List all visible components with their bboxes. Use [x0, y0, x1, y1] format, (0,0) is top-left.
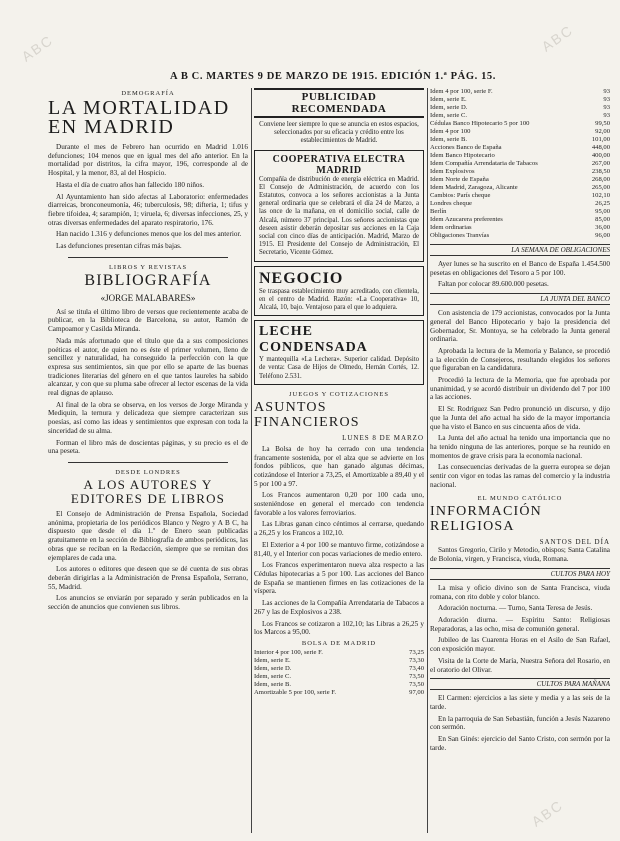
table-title: BOLSA DE MADRID: [301, 639, 377, 647]
bolsa-row: [254, 673, 424, 681]
article-paragraph: El Carmen: ejercicios a las siete y media y a las seis de la tarde.: [430, 694, 610, 711]
article-paragraph: Los Francos experimentaron nueva alza respecto a las Cédulas hipotecarias a 5 por 100. Las acciones del Banco de España se mantienen firmes en las cotizaciones de la víspera.: [254, 561, 424, 596]
bolsa-row: [254, 665, 424, 673]
quote-value: 73,30: [409, 656, 424, 664]
article-paragraph: Procedió la lectura de la Memoria, que fue aprobada por unanimidad, y se acordó distribuir un dividendo del 7 por 100 a las acciones.: [430, 376, 610, 402]
section-label: DEMOGRAFÍA: [121, 90, 175, 97]
article-paragraph: Han nacido 1.316 y defunciones menos que los del mes anterior.: [56, 230, 242, 239]
quote-value: 238,50: [591, 168, 610, 175]
section-label: JUEGOS Y COTIZACIONES: [289, 390, 389, 398]
quote-label: Idem Banco Hipotecario: [430, 152, 495, 159]
article-subtitle: «JORGE MALABARES»: [100, 292, 196, 303]
article-title: BIBLIOGRAFÍA: [84, 271, 212, 289]
column-3: [430, 88, 610, 755]
quote-label: Cédulas Banco Hipotecario 5 por 100: [430, 120, 530, 127]
bolsa-table: [254, 649, 424, 697]
section-label: CULTOS PARA MAÑANA: [430, 678, 610, 690]
article-paragraph: Con asistencia de 179 accionistas, convocados por la Junta general del Banco Hipotecario y bajo la presidencia del Gobernador, Sr. Montoya, se ha celebrado la Junta general ordinaria.: [430, 309, 610, 344]
article-paragraph: Adoración diurna. — Espíritu Santo: Religiosas Reparadoras, a las ocho, misa de comunión general.: [430, 615, 610, 633]
quote-value: 73,25: [409, 648, 424, 656]
article-paragraph: Ayer lunes se ha suscrito en el Banco de España 1.454.500 pesetas en obligaciones del Tesoro a 5 por 100.: [430, 260, 610, 277]
quotes-row: [430, 152, 610, 160]
quote-label: Cambios: París cheque: [430, 192, 491, 199]
column-divider: [251, 88, 252, 833]
quote-label: Idem Azucarera preferentes: [430, 216, 503, 223]
article-paragraph: El Sr. Rodríguez San Pedro pronunció un discurso, y dijo que la Junta del año actual ha sido de la mayor importancia que ha visto el Banco en sus cincuenta años de vida.: [430, 405, 610, 431]
quote-label: Idem ordinarias: [430, 224, 472, 231]
quote-value: 99,50: [595, 120, 610, 127]
quote-value: 93: [603, 104, 610, 111]
article-paragraph: Jubileo de las Cuarenta Horas en el Asilo de San Rafael, con exposición mayor.: [430, 636, 610, 654]
article-dateline: LUNES 8 DE MARZO: [342, 433, 424, 442]
advertisement: [254, 266, 424, 317]
ad-text: Y mantequilla «La Lechera». Superior calidad. Depósito de venta: Casa de Hijos de Olmedo, Hernán Cortés, 12. Teléfono 2.531.: [259, 356, 419, 380]
quote-label: Idem, serie E.: [430, 96, 467, 103]
quotes-row: [430, 176, 610, 184]
article-paragraph: Las Libras ganan cinco céntimos al cerrarse, quedando a 26,25 y los Francos a 102,10.: [254, 520, 424, 538]
article-paragraph: Los Francos aumentaron 0,20 por 100 cada uno, sosteniéndose en general el mercado con tendencia favorable a los valores ferroviarios.: [254, 491, 424, 517]
article-title: ASUNTOS FINANCIEROS: [254, 399, 360, 430]
quote-label: Obligaciones Tranvías: [430, 232, 490, 239]
quote-value: 101,00: [591, 136, 610, 143]
quote-value: 268,00: [591, 176, 610, 183]
quotes-row: [430, 96, 610, 104]
quotes-row: [430, 104, 610, 112]
section-label: LIBROS Y REVISTAS: [108, 263, 188, 271]
quote-value: 448,00: [591, 144, 610, 151]
quotes-row: [430, 192, 610, 200]
section-label: LA JUNTA DEL BANCO: [430, 293, 610, 305]
bolsa-row: [254, 657, 424, 665]
article-paragraph: En la parroquia de San Sebastián, función a Jesús Nazareno con sermón.: [430, 714, 610, 732]
article-subtitle: SANTOS DEL DÍA: [539, 538, 610, 547]
article-paragraph: En San Ginés: ejercicio del Santo Cristo, con sermón por la tarde.: [430, 735, 610, 752]
divider: [68, 257, 228, 258]
quotes-row: [430, 232, 610, 240]
ad-title: LECHE CONDENSADA: [259, 324, 368, 356]
quote-value: 85,00: [595, 216, 610, 223]
watermark: ABC: [18, 31, 57, 65]
article-paragraph: La misa y oficio divino son de Santa Francisca, viuda romana, con rito doble y color blanco.: [430, 583, 610, 601]
quotes-row: [430, 224, 610, 232]
article-paragraph: Hasta el día de cuatro años han fallecido 180 niños.: [56, 180, 205, 189]
quote-label: Idem 4 por 100: [430, 128, 471, 135]
quote-value: 95,00: [595, 208, 610, 215]
article-paragraph: Al Ayuntamiento han sido afectas al Laboratorio: enfermedades diarreicas, bronconeumonía, 46; tuberculosis, 98; difteria, 1; tifus y fiebre tifoidea, 4; sarampión, 1; viruela, 6; diversas infecciones, 25, y otras diversas enfermedades del aparato respiratorio, 176.: [48, 192, 248, 227]
quote-value: 102,10: [591, 192, 610, 199]
quote-value: 73,40: [409, 664, 424, 672]
quote-label: Idem, serie B.: [430, 136, 467, 143]
article-paragraph: La Bolsa de hoy ha cerrado con una tendencia francamente sostenida, por el alza que se advierte en los fondos públicos, que han ganado algunas décimas, cotizándose el Interior a 73,25, el Amortizable a 89,40 y el 5 por 100 a 97.: [254, 444, 424, 488]
article-paragraph: Forman el libro más de doscientas páginas, y su precio es el de una peseta.: [48, 438, 248, 456]
quote-label: Idem, serie D.: [254, 664, 292, 672]
quote-value: 265,00: [591, 184, 610, 191]
article-paragraph: Los anuncios se enviarán por separado y serán publicados en la sección de anuncios que convienen sus libros.: [48, 594, 248, 612]
quote-label: Idem, serie D.: [430, 104, 468, 111]
quote-label: Idem, serie B.: [254, 680, 291, 688]
column-divider: [427, 88, 428, 833]
quotes-row: [430, 184, 610, 192]
article-title: LA MORTALIDAD EN MADRID: [48, 97, 230, 138]
section-label: CULTOS PARA HOY: [430, 568, 610, 580]
article-paragraph: Las consecuencias derivadas de la guerra europea se dejan sentir con vigor en todas las ramas del comercio y la industria nacional.: [430, 463, 610, 489]
column-1: [48, 88, 248, 615]
quote-label: Interior 4 por 100, serie F.: [254, 648, 323, 656]
quote-value: 97,00: [409, 688, 424, 696]
quotes-row: [430, 112, 610, 120]
section-label: EL MUNDO CATÓLICO: [477, 495, 563, 503]
quotes-row: [430, 208, 610, 216]
quote-label: Idem 4 por 100, serie F.: [430, 88, 493, 95]
article-paragraph: Al final de la obra se observa, en los versos de Jorge Miranda y Mediquin, la ternura y delicadeza que siempre caracterizan sus poesías, así como las ideas y sentimientos que expresan con toda la sinceridad de su alma.: [48, 400, 248, 435]
quote-value: 400,00: [591, 152, 610, 159]
quotes-row: [430, 128, 610, 136]
quote-value: 93: [603, 112, 610, 119]
section-title: PUBLICIDAD RECOMENDADA: [254, 88, 424, 118]
quote-label: Berlín: [430, 208, 447, 215]
article-paragraph: El Consejo de Administración de Prensa Española, Sociedad anónima, propietaria de los periódicos Blanco y Negro y A B C, ha dispuesto que desde el día 1.º de Enero sean publicadas gratuitamente en la sección de Bibliografía de ambos periódicos, las obras que se reciban en la Redacción, siempre que se remitan dos ejemplares de cada una.: [48, 509, 248, 562]
quote-value: 93: [603, 96, 610, 103]
article-paragraph: Así se titula el último libro de versos que recientemente acaba de publicar, en la Biblioteca de Barcelona, su autor, Ramón de Campoamor y Casilda Miranda.: [48, 307, 248, 334]
article-paragraph: Santos Gregorio, Cirilo y Metodio, obispos; Santa Catalina de Bolonia, virgen, y Francisca, viuda, Romana.: [430, 546, 610, 564]
quote-label: Idem, serie E.: [254, 656, 291, 664]
quote-label: Idem Compañía Arrendataria de Tabacos: [430, 160, 538, 167]
quote-value: 26,25: [595, 200, 610, 207]
quote-label: Idem, serie C.: [254, 672, 291, 680]
section-label: DESDE LONDRES: [115, 468, 181, 476]
quotes-row: [430, 120, 610, 128]
quotes-table: [430, 88, 610, 240]
quote-value: 267,00: [591, 160, 610, 167]
advertisement: [254, 320, 424, 385]
quote-label: Idem Explosivos: [430, 168, 475, 175]
bolsa-row: [254, 649, 424, 657]
quote-label: Londres cheque: [430, 200, 472, 207]
watermark: ABC: [528, 796, 567, 830]
article-paragraph: Las acciones de la Compañía Arrendataria de Tabacos a 267 y las de Explosivos a 238.: [254, 599, 424, 616]
article-paragraph: El Exterior a 4 por 100 se mantuvo firme, cotizándose a 81,40, y el Interior con pocas variaciones de medio entero.: [254, 540, 424, 558]
page-masthead: A B C. MARTES 9 DE MARZO DE 1915. EDICIÓN 1.ª PÁG. 15.: [170, 71, 496, 82]
divider: [68, 462, 228, 463]
bolsa-row: [254, 681, 424, 689]
quotes-row: [430, 216, 610, 224]
ad-text: Se traspasa establecimiento muy acreditado, con clientela, en el centro de Madrid. Razón: «La Cooperativa» 10, Alcalá, 10, bajo. Ventajoso para el que lo adquiera.: [259, 287, 419, 312]
quote-value: 96,00: [595, 232, 610, 239]
quote-label: Idem Norte de España: [430, 176, 489, 183]
quote-label: Amortizable 5 por 100, serie F.: [254, 688, 337, 696]
article-paragraph: Las defunciones presentan cifras más bajas.: [56, 242, 182, 251]
section-label: LA SEMANA DE OBLIGACIONES: [430, 244, 610, 256]
quotes-row: [430, 168, 610, 176]
watermark: ABC: [538, 21, 577, 55]
quotes-row: [430, 160, 610, 168]
quote-value: 92,00: [595, 128, 610, 135]
quotes-row: [430, 144, 610, 152]
ad-text: Compañía de distribución de energía eléctrica en Madrid. El Consejo de Administración, de acuerdo con los Estatutos, convoca a los señores accionistas a la Junta general ordinaria que se celebrará el día 24 de Marzo, a las once de la mañana, en el domicilio social, calle de Alcalá, número 37 principal. Los señores accionistas que deseen asistir deberán depositar sus acciones en la Caja social con cinco días de anticipación. Madrid, Marzo de 1915. El Presidente del Consejo de Administración, El Secretario, Vicente Gómez.: [259, 175, 419, 257]
quote-label: Acciones Banco de España: [430, 144, 502, 151]
article-title: INFORMACIÓN RELIGIOSA: [430, 504, 542, 535]
quotes-row: [430, 88, 610, 96]
quotes-row: [430, 136, 610, 144]
section-intro: Conviene leer siempre lo que se anuncia en estos espacios, seleccionados por su eficacia y crédito entre los establecimientos de Madrid.: [259, 121, 419, 145]
article-paragraph: Durante el mes de Febrero han ocurrido en Madrid 1.016 defunciones; 104 menos que en igual mes del año anterior. En la mortalidad por distritos, la cifra mayor, 196, corresponde al de Hospital, y la menor, 83, al del Hospicio.: [48, 143, 248, 178]
article-paragraph: Los autores o editores que deseen que se dé cuenta de sus obras deberán dirigirlas a la Administración de Prensa Española, Serrano, 55, Madrid.: [48, 565, 248, 591]
article-paragraph: Aprobada la lectura de la Memoria y Balance, se procedió a la elección de Consejeros, resultando elegidos los señores que figuraban en la candidatura.: [430, 346, 610, 373]
article-paragraph: Adoración nocturna. — Turno, Santa Teresa de Jesús.: [438, 604, 593, 613]
article-paragraph: Nada más afortunado que el título que da a sus composiciones poéticas el autor, de quien no es éste el primer volumen, lleno de sencillez y naturalidad, ha conseguido la perfección con la que expresa sus sentimientos, sin que por ello se aparte de las buenas tradiciones literarias del género en el que tantos laureles ha sabido alcanzar, y con que su pluma sabe ofrecer al lector escenas de la vida real dignas de aplauso.: [48, 336, 248, 398]
quote-value: 73,50: [409, 680, 424, 688]
advertisement: [254, 150, 424, 262]
ad-title: COOPERATIVA ELECTRA MADRID: [272, 153, 406, 176]
ad-title: NEGOCIO: [259, 269, 344, 287]
article-paragraph: La Junta del año actual ha tenido una importancia que no ha tenido ninguna de las anteriores, porque se ha reunido en momentos de grave crisis para la economía nacional.: [430, 434, 610, 460]
column-2: [254, 88, 424, 697]
article-paragraph: Faltan por colocar 89.600.000 pesetas.: [438, 280, 549, 289]
quote-label: Idem, serie C.: [430, 112, 467, 119]
bolsa-row: [254, 689, 424, 697]
article-title: A LOS AUTORES Y EDITORES DE LIBROS: [70, 476, 226, 506]
article-paragraph: Visita de la Corte de María, Nuestra Señora del Rosario, en el oratorio del Olivar.: [430, 656, 610, 674]
article-paragraph: Los Francos se cotizaron a 102,10; las Libras a 26,25 y los Marcos a 95,00.: [254, 619, 424, 637]
quote-value: 73,50: [409, 672, 424, 680]
quotes-row: [430, 200, 610, 208]
quote-label: Idem Madrid, Zaragoza, Alicante: [430, 184, 518, 191]
quote-value: 36,00: [595, 224, 610, 231]
quote-value: 93: [603, 88, 610, 95]
